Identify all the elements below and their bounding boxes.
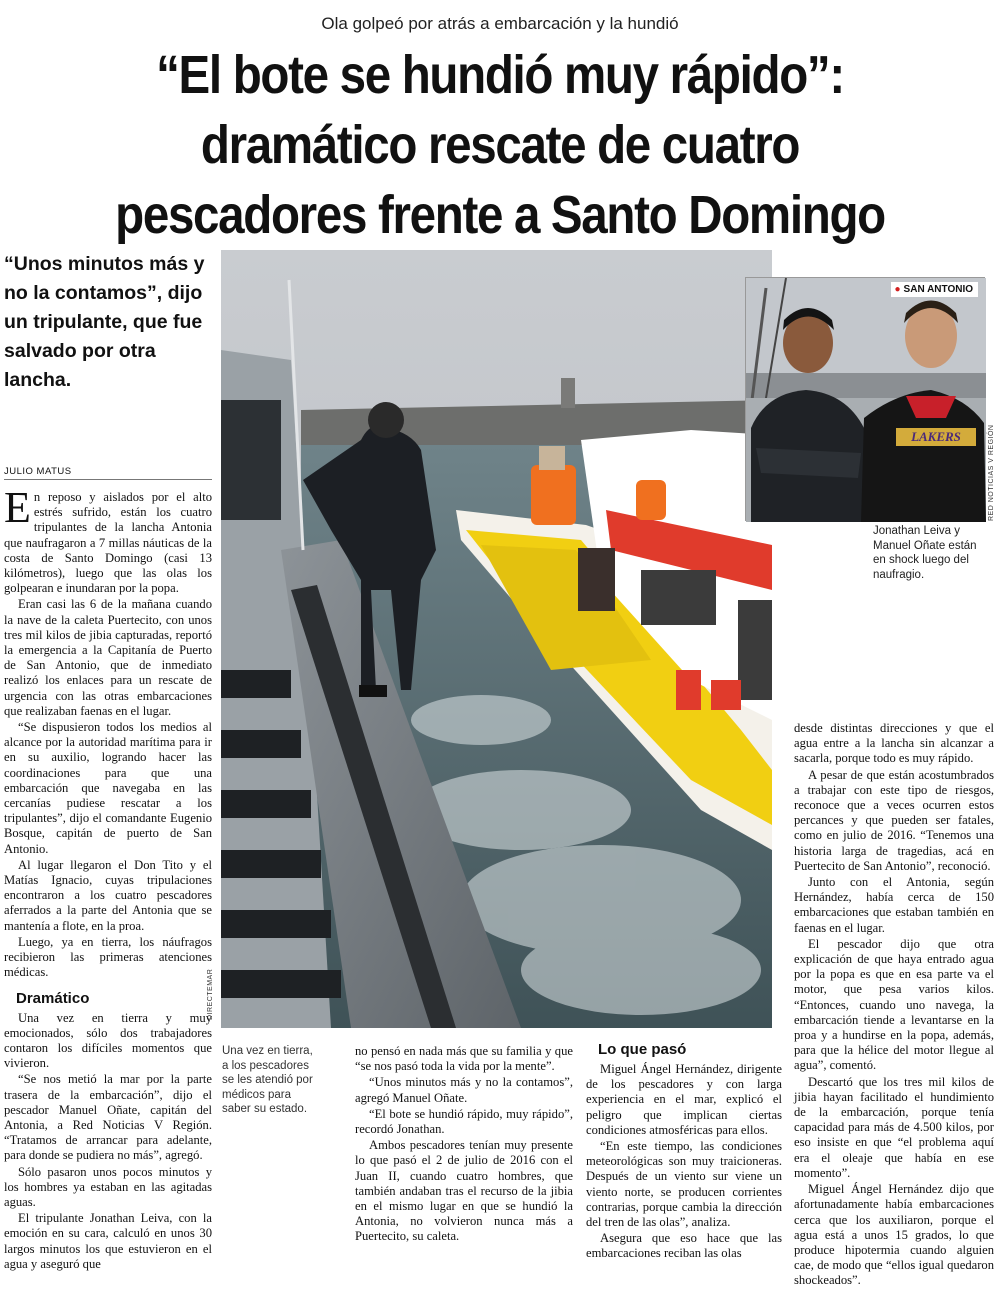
shirt-lettering: LAKERS [911,429,961,444]
paragraph: “Se nos metió la mar por la parte trasera de la embarcación”, dijo el pescador Manuel Oñate, capitán del Antonia, a Red Noticias V Región. “Tratamos de arrancar para adelante, para donde se pudiera no más”, agregó. [4,1072,212,1163]
paragraph: “En este tiempo, las condiciones meteorológicas son muy traicioneras. Después de un viento sur viene un viento norte, se producen corrientes contrarias, porque cambia la dirección del tren de las olas”, analiza. [586,1139,782,1230]
subhead-lo-que-paso: Lo que pasó [598,1041,687,1058]
inset-photo-credit: RED NOTICIAS V REGIÓN [988,424,995,521]
paragraph: Miguel Ángel Hernández, dirigente de los pescadores y con larga experiencia en el mar, explicó el peligro que implican ciertas condiciones atmosféricas para ellos. [586,1062,782,1137]
location-tag [891,282,979,297]
paragraph: desde distintas direcciones y que el agua entre a la lancha sin alcanzar a sacarla, porque todo es muy rápido. [794,721,994,766]
inset-photo-fishermen [745,277,985,521]
column-4 [794,721,994,1290]
drop-cap: E [4,483,31,532]
paragraph: Eran casi las 6 de la mañana cuando la nave de la caleta Puertecito, con unos tres mil kilos de jibia capturadas, reportó la emergencia a la Capitanía de Puerto de San Antonio, que de inmediato realizó los enlaces para un rescate de urgencia con las otras embarcaciones que realizaban faenas en el lugar. [4,597,212,718]
byline: JULIO MATUS [4,466,212,480]
paragraph: El pescador dijo que otra explicación de que haya entrado agua por la popa es que en esa parte va el motor, que pesa varios kilos. “Entonces, cuando uno navega, la embarcación tiende a levantarse en la proa y a hundirse en la popa, además, para que la hélice del motor llegue al agua”, comentó. [794,936,994,1073]
paragraph: Al lugar llegaron el Don Tito y el Matías Ignacio, cuyas tripulaciones encontraron a los cuatro pescadores aferrados a la parte del Antonia que se mantenía a flote, en la proa. [4,857,212,933]
paragraph: El tripulante Jonathan Leiva, con la emoción en su cara, calculó en unos 30 largos minutos los que estuvieron en el agua y aseguró que [4,1211,212,1271]
location-label: SAN ANTONIO [903,284,973,295]
paragraph: A pesar de que están acostumbrados a trabajar con este tipo de riesgos, reconoce que a veces ocurren estos percances y que pueden ser fatales, como en julio de 2016. “Tenemos una historia larga de tragedias, acá en Puertecito de San Antonio”, reconoció. [794,767,994,873]
article-kicker: Ola golpeó por atrás a embarcación y la hundió [321,14,679,33]
main-photo-credit: DIRECTEMAR [207,968,214,1020]
headline-line-3: pescadores frente a Santo Domingo [115,185,885,245]
paragraph: “Se dispusieron todos los medios al alcance por la autoridad marítima para ir en su auxilio, logrando hacer las coordinaciones para que una embarcación que navegaba en las cercanías pudiese rescatar a los tripulantes”, dijo el comandante Eugenio Bosque, capitán de puerto de San Antonio. [4,720,212,856]
pull-quote: “Unos minutos más y no la contamos”, dijo un tripulante, que fue salvado por otra lancha. [4,253,205,391]
paragraph: Asegura que eso hace que las embarcaciones reciban las olas [586,1231,782,1261]
paragraph: Miguel Ángel Hernández dijo que afortunadamente había embarcaciones cerca que los auxiliaron, porque el agua está a unos 15 grados, lo que produce hipotermia cuando alguien cae, de modo que “ellos igual quedaron shockeados”. [794,1182,994,1288]
paragraph: En reposo y aislados por el alto estrés sufrido, están los cuatro tripulantes de la lancha Antonia que naufragaron a 7 millas náuticas de la costa de Santo Domingo (casi 13 kilómetros), luego que las olas los golpearan e inundaran por la popa. [4,483,212,596]
paragraph: Junto con el Antonia, según Hernández, había cerca de 150 embarcaciones que estaban también en faenas en el lugar. [794,875,994,935]
paragraph: Descartó que los tres mil kilos de jibia hayan facilitado el hundimiento de la embarcación, porque tenía capacidad para más de 4.500 kilos, por eso insiste en que “el problema aquí era el oleaje que había en ese momento”. [794,1074,994,1180]
inset-photo-caption: Jonathan Leiva y Manuel Oñate están en shock luego del naufragio. [873,525,977,581]
paragraph: Ambos pescadores tenían muy presente lo que pasó el 2 de julio de 2016 con el Juan II, cuando cuatro hombres, que también andaban tras el recurso de la jibia en el mismo lugar en que se hundió la Antonia, no volvieron nunca más a Puertecito, su caleta. [355,1138,573,1244]
paragraph: Sólo pasaron unos pocos minutos y los hombres ya estaban en las agitadas aguas. [4,1164,212,1209]
column-2 [355,1044,573,1246]
article-headline [60,40,940,250]
column-3 [586,1040,782,1263]
main-photo-caption: Una vez en tierra, a los pescadores se les atendió por médicos para saber su estado. [222,1045,313,1115]
paragraph: Una vez en tierra y muy emocionados, sólo dos trabajadores contaron los difíciles momentos que vivieron. [4,1010,212,1071]
headline-line-1: “El bote se hundió muy rápido”: [156,45,844,105]
map-pin-icon: ● [894,284,901,295]
main-photo-rescue-boats [207,250,772,1028]
headline-line-2: dramático rescate de cuatro [200,115,800,175]
paragraph: Luego, ya en tierra, los náufragos recibieron las primeras atenciones médicas. [4,934,212,980]
paragraph: no pensó en nada más que su familia y que “se nos pasó toda la vida por la mente”. [355,1044,573,1074]
subhead-dramatico: Dramático [16,989,90,1007]
paragraph: “El bote se hundió rápido, muy rápido”, recordó Jonathan. [355,1106,573,1137]
column-1 [4,483,212,1273]
paragraph: “Unos minutos más y no la contamos”, agregó Manuel Oñate. [355,1075,573,1105]
